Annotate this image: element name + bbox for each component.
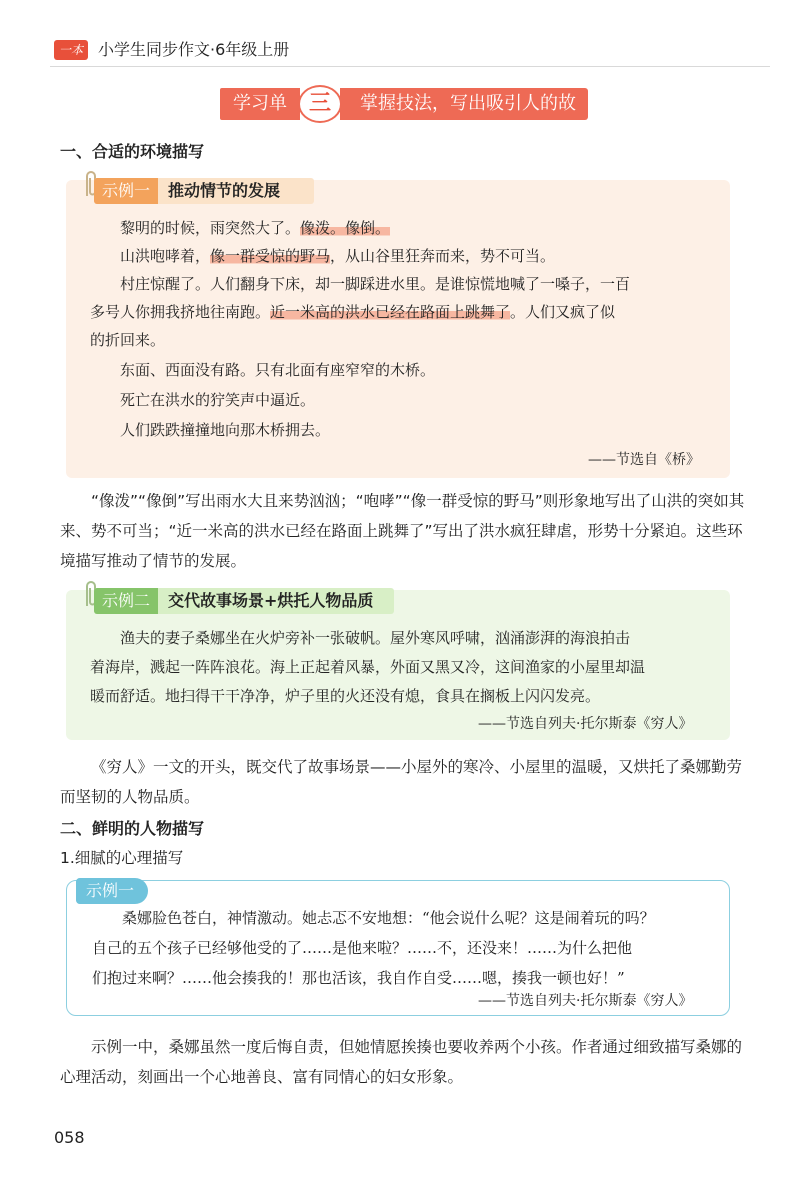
excerpt-line: 渔夫的妻子桑娜坐在火炉旁补一张破帆。屋外寒风呼啸，汹涌澎湃的海浪拍击 xyxy=(120,629,631,647)
example-tag-title: 交代故事场景+烘托人物品质 xyxy=(168,591,374,610)
banner-title xyxy=(340,88,588,146)
excerpt-line: 暖而舒适。地扫得干干净净，炉子里的火还没有熄，食具在搁板上闪闪发亮。 xyxy=(90,687,601,705)
banner-label: 学习单 xyxy=(220,88,300,120)
excerpt-line: 自己的五个孩子已经够他受的了……是他来啦？……不，还没来！……为什么把他 xyxy=(92,939,633,957)
book-title: 小学生同步作文·6年级上册 xyxy=(98,40,290,59)
excerpt-line: 的折回来。 xyxy=(90,331,166,349)
excerpt-line: 山洪咆哮着，像一群受惊的野马，从山谷里狂奔而来，势不可当。 xyxy=(120,247,556,265)
section-heading-character: 二、鲜明的人物描写 xyxy=(60,819,205,838)
example-tag-label: 示例一 xyxy=(76,878,148,904)
analysis-paragraph-1: “像泼”“像倒”写出雨水大且来势汹汹；“咆哮”“像一群受惊的野马”则形象地写出了山洪的突如其来、势不可当；“近一米高的洪水已经在路面上跳舞了”写出了洪水疯狂肆虐，形势十分紧迫。这些环境描写推动了情节的发展。 xyxy=(60,492,745,570)
section-heading-environment: 一、合适的环境描写 xyxy=(60,142,205,161)
example-tag-label: 示例一 xyxy=(94,178,158,204)
example-tag-label: 示例二 xyxy=(94,588,158,614)
brand-logo: 一本 xyxy=(54,40,88,60)
example-tag-3 xyxy=(76,878,148,904)
example-tag-title: 推动情节的发展 xyxy=(168,181,281,200)
subheading-psychology: 1.细腻的心理描写 xyxy=(60,849,184,867)
excerpt-line: 桑娜脸色苍白，神情激动。她忐忑不安地想：“他会说什么呢？这是闹着玩的吗？ xyxy=(122,909,655,927)
excerpt-line: 着海岸，溅起一阵阵浪花。海上正起着风暴，外面又黑又冷，这间渔家的小屋里却温 xyxy=(90,658,646,676)
excerpt-source: ——节选自列夫·托尔斯泰《穷人》 xyxy=(478,716,693,732)
example-tag-2 xyxy=(94,588,394,614)
excerpt-line: 村庄惊醒了。人们翻身下床，却一脚踩进水里。是谁惊慌地喊了一嗓子，一百 xyxy=(120,275,631,293)
excerpt-line: 东面、西面没有路。只有北面有座窄窄的木桥。 xyxy=(120,361,436,379)
header-divider xyxy=(50,66,770,67)
banner-title-text: 掌握技法，写出吸引人的故事 xyxy=(350,93,576,146)
excerpt-line: 多号人你拥我挤地往南跑。近一米高的洪水已经在路面上跳舞了。人们又疯了似 xyxy=(90,303,616,321)
page-number: 058 xyxy=(54,1128,85,1147)
analysis-paragraph-3: 示例一中，桑娜虽然一度后悔自责，但她情愿挨揍也要收养两个小孩。作者通过细致描写桑娜的心理活动，刻画出一个心地善良、富有同情心的妇女形象。 xyxy=(60,1038,743,1086)
excerpt-line: 们抱过来啊？……他会揍我的！那也活该，我自作自受……嗯，揍我一顿也好！” xyxy=(92,969,625,987)
analysis-paragraph-2: 《穷人》一文的开头，既交代了故事场景——小屋外的寒冷、小屋里的温暖，又烘托了桑娜勤劳而坚韧的人物品质。 xyxy=(60,758,743,806)
excerpt-line: 人们跌跌撞撞地向那木桥拥去。 xyxy=(120,421,331,439)
study-sheet-banner xyxy=(220,88,588,146)
banner-number: 三 xyxy=(298,85,342,123)
excerpt-source: ——节选自《桥》 xyxy=(588,452,700,468)
excerpt-line: 黎明的时候，雨突然大了。像泼。像倒。 xyxy=(120,219,391,237)
example-tag-1 xyxy=(94,178,314,204)
excerpt-line: 死亡在洪水的狞笑声中逼近。 xyxy=(120,391,316,409)
excerpt-source: ——节选自列夫·托尔斯泰《穷人》 xyxy=(478,993,693,1009)
